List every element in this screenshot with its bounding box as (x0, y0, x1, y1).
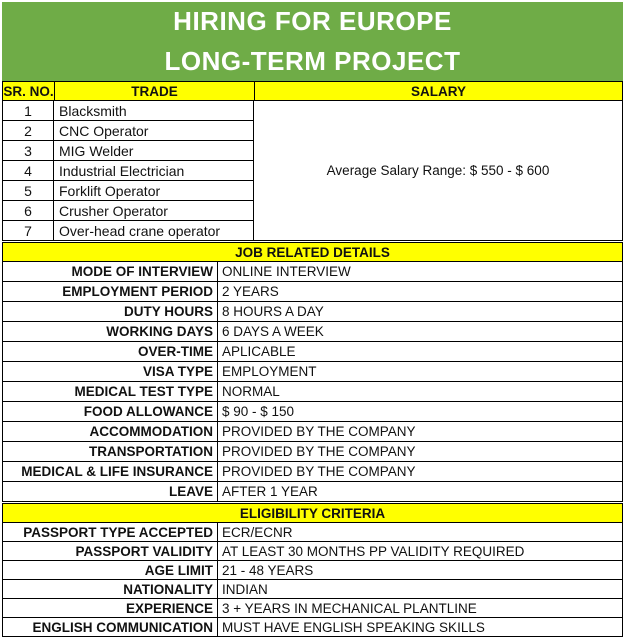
kv-value: ONLINE INTERVIEW (222, 264, 351, 279)
sr-cell: 1 (3, 101, 54, 121)
sr-cell: 3 (3, 141, 54, 161)
sr-cell: 6 (3, 201, 54, 221)
trade-cell: Blacksmith (54, 101, 254, 121)
trades-table (2, 101, 623, 241)
trade-cell: CNC Operator (54, 121, 254, 141)
kv-row (3, 618, 622, 637)
kv-label: LEAVE (3, 482, 218, 501)
kv-label: OVER-TIME (3, 342, 218, 361)
kv-value: AT LEAST 30 MONTHS PP VALIDITY REQUIRED (222, 543, 525, 559)
banner-title-line1: HIRING FOR EUROPE (173, 6, 452, 36)
kv-label: EMPLOYMENT PERIOD (3, 282, 218, 301)
trades-column-header-row (2, 81, 623, 101)
kv-row (3, 282, 622, 302)
job-details-table (2, 262, 623, 502)
kv-value: MUST HAVE ENGLISH SPEAKING SKILLS (222, 619, 485, 635)
trade-cell: Industrial Electrician (54, 161, 254, 181)
sr-cell: 4 (3, 161, 54, 181)
kv-row (3, 362, 622, 382)
kv-value: EMPLOYMENT (222, 364, 317, 379)
kv-label: MEDICAL & LIFE INSURANCE (3, 462, 218, 481)
kv-row (3, 580, 622, 599)
kv-value: PROVIDED BY THE COMPANY (222, 424, 416, 439)
kv-value: APLICABLE (222, 344, 296, 359)
kv-label: NATIONALITY (3, 580, 218, 598)
kv-row (3, 599, 622, 618)
kv-label: WORKING DAYS (3, 322, 218, 341)
kv-row (3, 322, 622, 342)
trade-cell: MIG Welder (54, 141, 254, 161)
kv-row (3, 302, 622, 322)
kv-label: PASSPORT VALIDITY (3, 542, 218, 560)
trade-cell: Over-head crane operator (54, 221, 254, 241)
kv-label: ENGLISH COMMUNICATION (3, 618, 218, 636)
salary-merged-cell: Average Salary Range: $ 550 - $ 600 (254, 101, 622, 241)
col-header-trade: TRADE (54, 82, 254, 100)
kv-label: AGE LIMIT (3, 561, 218, 579)
kv-value: NORMAL (222, 384, 280, 399)
kv-label: PASSPORT TYPE ACCEPTED (3, 523, 218, 541)
kv-label: TRANSPORTATION (3, 442, 218, 461)
col-header-salary: SALARY (254, 82, 622, 100)
kv-row (3, 542, 622, 561)
sr-cell: 2 (3, 121, 54, 141)
kv-label: MEDICAL TEST TYPE (3, 382, 218, 401)
kv-row (3, 382, 622, 402)
kv-label: MODE OF INTERVIEW (3, 262, 218, 281)
kv-row (3, 342, 622, 362)
kv-label: ACCOMMODATION (3, 422, 218, 441)
kv-value: 2 YEARS (222, 284, 279, 299)
kv-value: INDIAN (222, 581, 268, 597)
kv-label: EXPERIENCE (3, 599, 218, 617)
kv-row (3, 422, 622, 442)
kv-value: 21 - 48 YEARS (222, 562, 314, 578)
kv-value: ECR/ECNR (222, 524, 293, 540)
kv-value: 8 HOURS A DAY (222, 304, 324, 319)
kv-row (3, 402, 622, 422)
eligibility-table (2, 523, 623, 637)
kv-label: FOOD ALLOWANCE (3, 402, 218, 421)
kv-row (3, 523, 622, 542)
kv-value: AFTER 1 YEAR (222, 484, 318, 499)
kv-row (3, 482, 622, 502)
banner-title-line2: LONG-TERM PROJECT (164, 46, 461, 76)
kv-row (3, 262, 622, 282)
section-band-eligibility-criteria: ELIGIBILITY CRITERIA (2, 503, 623, 523)
sr-cell: 5 (3, 181, 54, 201)
kv-value: PROVIDED BY THE COMPANY (222, 444, 416, 459)
kv-value: 3 + YEARS IN MECHANICAL PLANTLINE (222, 600, 477, 616)
sr-cell: 7 (3, 221, 54, 241)
banner (2, 2, 623, 81)
kv-value: $ 90 - $ 150 (222, 404, 295, 419)
trade-cell: Forklift Operator (54, 181, 254, 201)
kv-value: 6 DAYS A WEEK (222, 324, 324, 339)
kv-row (3, 462, 622, 482)
trade-cell: Crusher Operator (54, 201, 254, 221)
section-band-job-related-details: JOB RELATED DETAILS (2, 242, 623, 262)
kv-label: VISA TYPE (3, 362, 218, 381)
col-header-sr-no: SR. NO. (3, 83, 54, 99)
kv-row (3, 442, 622, 462)
kv-value: PROVIDED BY THE COMPANY (222, 464, 416, 479)
kv-label: DUTY HOURS (3, 302, 218, 321)
kv-row (3, 561, 622, 580)
